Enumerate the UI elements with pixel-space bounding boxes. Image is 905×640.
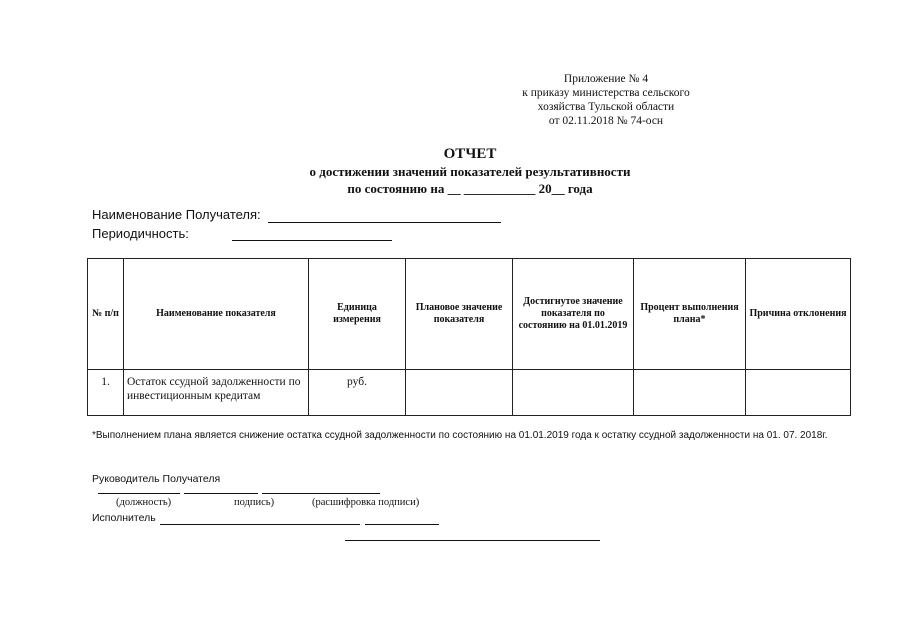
report-date-line: по состоянию на __ ___________ 20__ года: [347, 181, 593, 196]
table-header-row: [88, 259, 851, 370]
position-label: (должность): [116, 497, 172, 508]
indicators-table: [87, 258, 851, 416]
recipient-label: Наименование Получателя:: [92, 207, 261, 222]
recipient-underline: [268, 222, 501, 223]
cell-plan-percent: [634, 370, 746, 416]
cell-deviation-reason: [746, 370, 851, 416]
cell-number: 1.: [88, 370, 124, 416]
report-title-block: [200, 146, 740, 197]
cell-achieved-value: [513, 370, 634, 416]
cell-unit: руб.: [309, 370, 406, 416]
footnote: *Выполнением плана является снижение остатка ссудной задолженности по состоянию на 01.01.2019 года к остатку ссудной задолженности на 01. 07. 2018г.: [92, 430, 828, 441]
header-indicator-name: Наименование показателя: [124, 259, 309, 370]
report-title: ОТЧЕТ: [443, 146, 497, 162]
period-underline: [232, 240, 392, 241]
cell-indicator-name: Остаток ссудной задолженности по инвестиционным кредитам: [124, 370, 309, 416]
table-row: [88, 370, 851, 416]
header-plan-percent: Процент выполнения плана*: [634, 259, 746, 370]
signature-label: подпись): [234, 497, 275, 508]
period-label: Периодичность:: [92, 226, 189, 241]
header-deviation-reason: Причина отклонения: [746, 259, 851, 370]
executor-underline-3: [345, 540, 600, 541]
appendix-line-4: от 02.11.2018 № 74-осн: [548, 115, 664, 127]
cell-planned-value: [406, 370, 513, 416]
executor-underline-1: [160, 524, 360, 525]
head-of-recipient-label: Руководитель Получателя: [92, 473, 221, 485]
decryption-label: (расшифровка подписи): [312, 497, 420, 508]
executor-underline-2: [365, 524, 439, 525]
decryption-underline: [262, 493, 380, 494]
signature-underline: [184, 493, 258, 494]
executor-label: Исполнитель: [92, 512, 156, 524]
appendix-line-1: Приложение № 4: [563, 73, 649, 85]
position-underline: [98, 493, 180, 494]
appendix-line-2: к приказу министерства сельского: [522, 87, 690, 99]
header-number: № п/п: [88, 259, 124, 370]
appendix-line-3: хозяйства Тульской области: [537, 101, 675, 113]
header-planned-value: Плановое значение показателя: [406, 259, 513, 370]
appendix-block: [500, 72, 712, 128]
report-subtitle: о достижении значений показателей результативности: [309, 164, 631, 179]
header-achieved-value: Достигнутое значение показателя по состоянию на 01.01.2019: [513, 259, 634, 370]
header-unit: Единица измерения: [309, 259, 406, 370]
